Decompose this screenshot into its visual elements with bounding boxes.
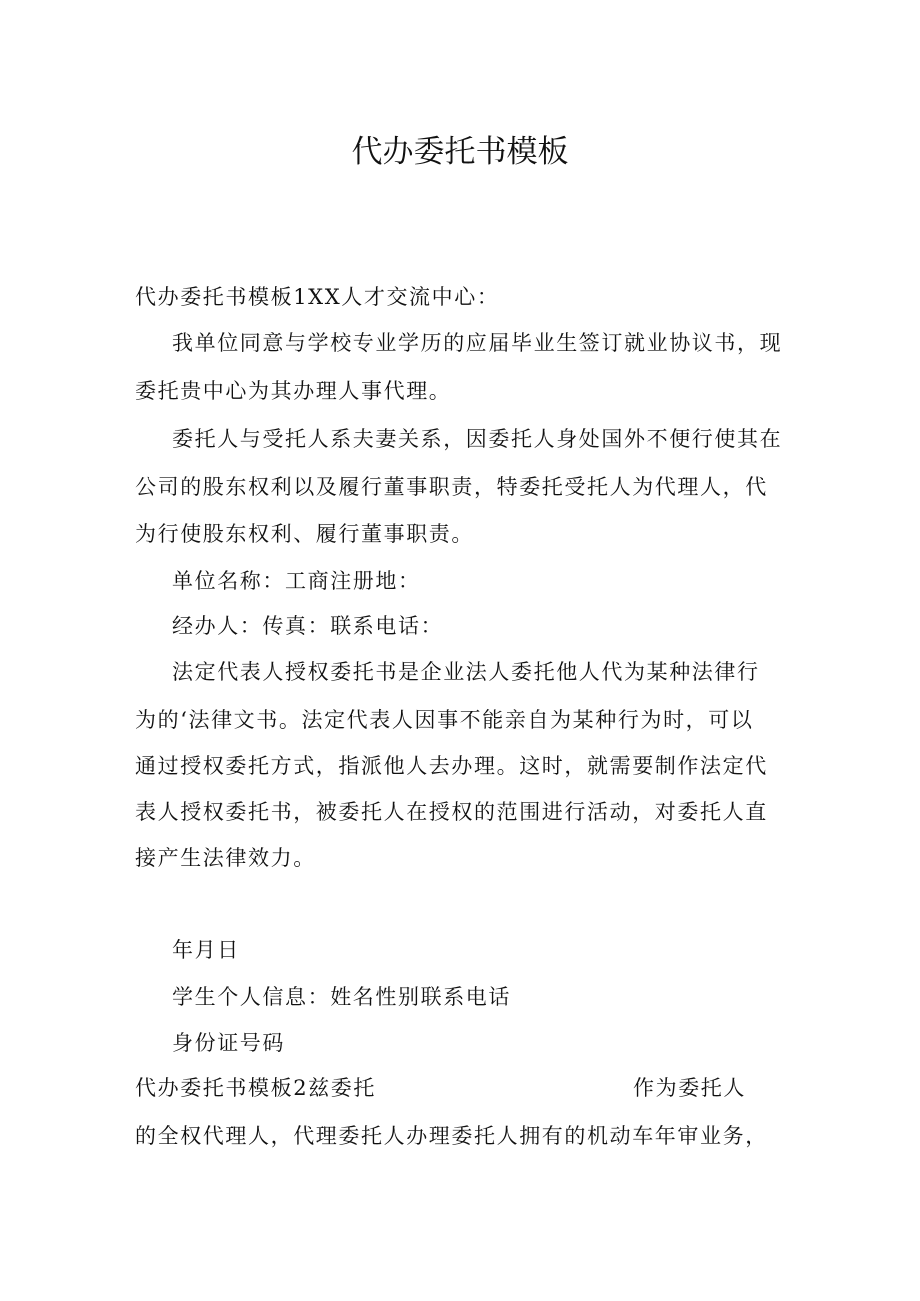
text-line: 经办人：传真：联系电话： — [172, 614, 444, 638]
text-line: 身份证号码 — [172, 1031, 285, 1055]
text-line: 公司的股东权利以及履行董事职责，特委托受托人为代理人，代 — [135, 475, 768, 499]
text-line: 作为委托人 — [633, 1076, 746, 1100]
text-line: 表人授权委托书，被委托人在授权的范围进行活动，对委托人直 — [135, 800, 768, 824]
text-line: 学生个人信息：姓名性别联系电话 — [172, 985, 511, 1009]
text-line: 法定代表人授权委托书是企业法人委托他人代为某种法律行 — [172, 660, 760, 684]
text-line: 接产生法律效力。 — [135, 846, 316, 870]
text-line: 的全权代理人，代理委托人办理委托人拥有的机动车年审业务， — [135, 1124, 768, 1148]
text-line: 通过授权委托方式，指派他人去办理。这时，就需要制作法定代 — [135, 754, 768, 778]
text-line: 代办委托书模板2兹委托 — [135, 1076, 376, 1100]
text-line: 我单位同意与学校专业学历的应届毕业生签订就业协议书，现 — [172, 331, 783, 355]
document-title: 代办委托书模板 — [351, 134, 569, 170]
text-line: 为的‘法律文书。法定代表人因事不能亲自为某种行为时，可以 — [135, 708, 754, 732]
text-line: 代办委托书模板1XX人才交流中心： — [135, 285, 500, 309]
text-line: 委托人与受托人系夫妻关系，因委托人身处国外不便行使其在 — [172, 427, 783, 451]
text-line: 单位名称：工商注册地： — [172, 569, 421, 593]
text-line: 委托贵中心为其办理人事代理。 — [135, 379, 452, 403]
date-line: 年月日 — [172, 938, 240, 962]
text-line: 为行使股东权利、履行董事职责。 — [135, 522, 474, 546]
